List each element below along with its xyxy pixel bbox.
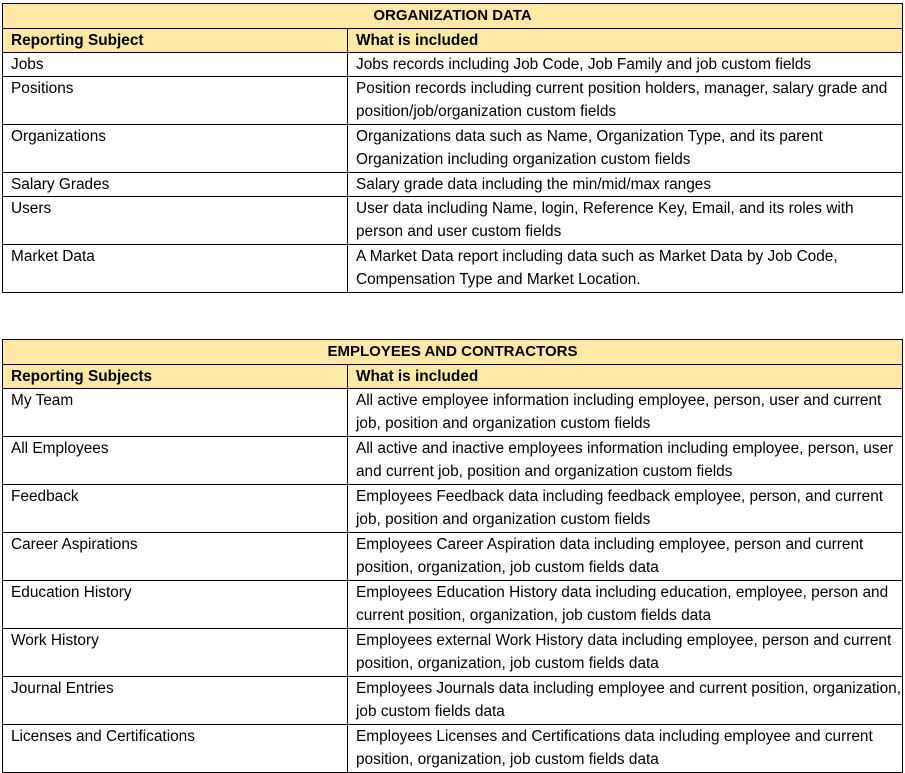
table-row xyxy=(3,173,903,197)
table-title: EMPLOYEES AND CONTRACTORS xyxy=(3,340,903,365)
description-cell: All active employee information including employee, person, user and current job, position and organization custom fields xyxy=(348,389,903,437)
header-row xyxy=(3,29,903,53)
description-cell: Employees Licenses and Certifications data including employee and current position, organization, job custom fields data xyxy=(348,725,903,773)
table-row xyxy=(3,629,903,677)
table-row xyxy=(3,125,903,173)
table-title-row xyxy=(3,4,903,29)
column-header-included: What is included xyxy=(348,29,903,53)
subject-cell: All Employees xyxy=(3,437,348,485)
subject-cell: Feedback xyxy=(3,485,348,533)
description-cell: Position records including current position holders, manager, salary grade and position/job/organization custom fields xyxy=(348,77,903,125)
column-header-included: What is included xyxy=(348,365,903,389)
subject-cell: Career Aspirations xyxy=(3,533,348,581)
table-row xyxy=(3,77,903,125)
description-cell: Employees Feedback data including feedback employee, person, and current job, position and organization custom fields xyxy=(348,485,903,533)
table-row xyxy=(3,389,903,437)
employees-contractors-table xyxy=(2,339,903,773)
table-row xyxy=(3,197,903,245)
table-title-row xyxy=(3,340,903,365)
table-row xyxy=(3,533,903,581)
description-cell: All active and inactive employees information including employee, person, user and current job, position and organization custom fields xyxy=(348,437,903,485)
table-row xyxy=(3,677,903,725)
subject-cell: Education History xyxy=(3,581,348,629)
organization-data-table xyxy=(2,3,903,293)
column-header-subject: Reporting Subject xyxy=(3,29,348,53)
subject-cell: Organizations xyxy=(3,125,348,173)
table-row xyxy=(3,581,903,629)
subject-cell: My Team xyxy=(3,389,348,437)
description-cell: Jobs records including Job Code, Job Family and job custom fields xyxy=(348,53,903,77)
column-header-subject: Reporting Subjects xyxy=(3,365,348,389)
table-row xyxy=(3,53,903,77)
subject-cell: Licenses and Certifications xyxy=(3,725,348,773)
table-row xyxy=(3,437,903,485)
description-cell: Employees Journals data including employee and current position, organization, job custom fields data xyxy=(348,677,903,725)
description-cell: Organizations data such as Name, Organization Type, and its parent Organization including organization custom fields xyxy=(348,125,903,173)
subject-cell: Positions xyxy=(3,77,348,125)
subject-cell: Journal Entries xyxy=(3,677,348,725)
description-cell: Employees external Work History data including employee, person and current position, organization, job custom fields data xyxy=(348,629,903,677)
description-cell: Salary grade data including the min/mid/max ranges xyxy=(348,173,903,197)
description-cell: Employees Career Aspiration data including employee, person and current position, organization, job custom fields data xyxy=(348,533,903,581)
subject-cell: Work History xyxy=(3,629,348,677)
subject-cell: Jobs xyxy=(3,53,348,77)
table-row xyxy=(3,485,903,533)
description-cell: User data including Name, login, Reference Key, Email, and its roles with person and user custom fields xyxy=(348,197,903,245)
description-cell: Employees Education History data including education, employee, person and current position, organization, job custom fields data xyxy=(348,581,903,629)
subject-cell: Salary Grades xyxy=(3,173,348,197)
table-row xyxy=(3,725,903,773)
header-row xyxy=(3,365,903,389)
description-cell: A Market Data report including data such as Market Data by Job Code, Compensation Type and Market Location. xyxy=(348,245,903,293)
subject-cell: Market Data xyxy=(3,245,348,293)
table-title: ORGANIZATION DATA xyxy=(3,4,903,29)
subject-cell: Users xyxy=(3,197,348,245)
table-row xyxy=(3,245,903,293)
